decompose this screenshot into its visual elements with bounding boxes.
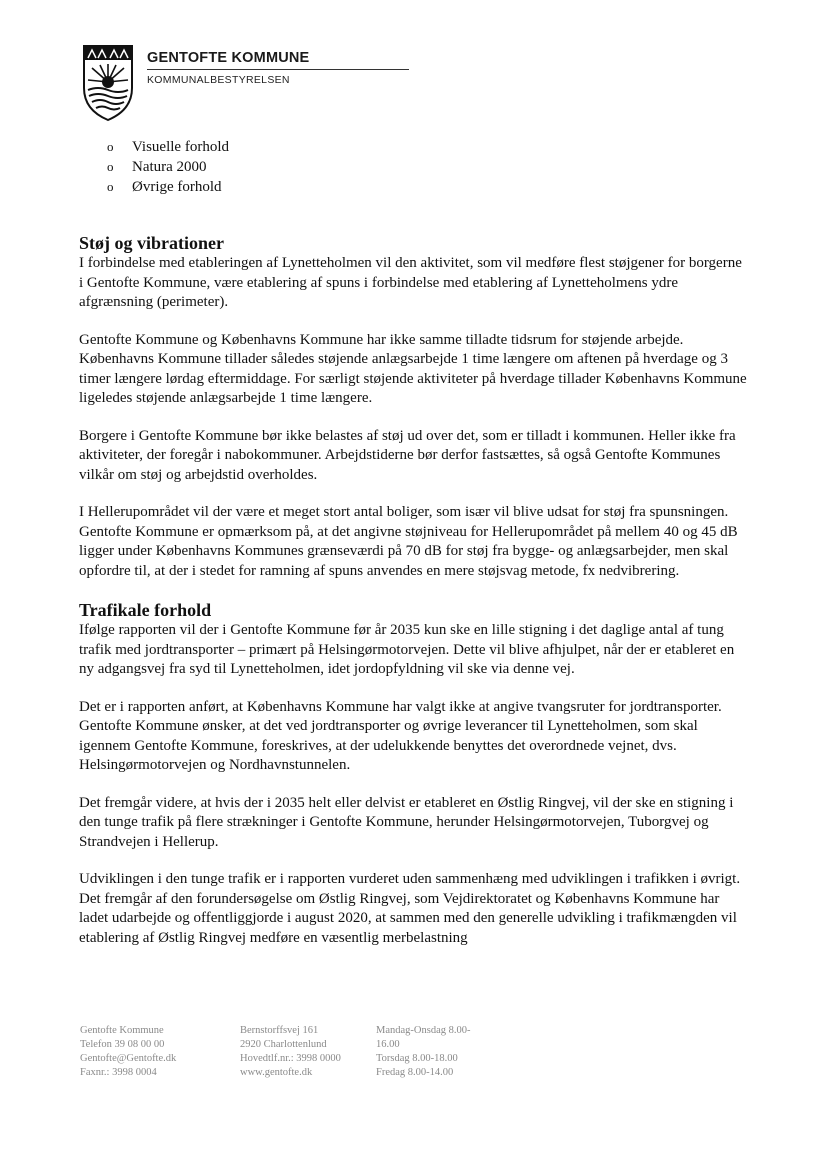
footer-line: 2920 Charlottenlund: [240, 1039, 327, 1050]
organization-subtitle: KOMMUNALBESTYRELSEN: [147, 74, 290, 86]
circle-bullet-icon: o: [107, 179, 114, 194]
letterhead: [82, 44, 342, 124]
footer-address-column: [240, 1024, 341, 1080]
paragraph: Det fremgår videre, at hvis der i 2035 helt eller delvist er etableret en Østlig Ringvej, vil der ske en stigning i den tunge trafik på flere strækninger i Gentofte Kommune, herunder Helsingørmotorvejen, Tuborgvej og Strandvejen i Hellerup.: [79, 794, 734, 850]
bullet-list: [107, 137, 229, 197]
list-item: [107, 157, 229, 177]
footer-line: Fredag 8.00-14.00: [376, 1067, 454, 1078]
footer-line: Telefon 39 08 00 00: [80, 1039, 165, 1050]
paragraph: I forbindelse med etableringen af Lynetteholmen vil den aktivitet, som vil medføre flest støjgener for borgerne i Gentofte Kommune, være etablering af spuns i forbindelse med etablering af Lynetteholmens ydre afgrænsning (perimeter).: [79, 255, 742, 310]
footer-contact-column: [80, 1024, 176, 1080]
circle-bullet-icon: o: [107, 159, 114, 174]
paragraph: Det er i rapporten anført, at Københavns Kommune har valgt ikke at angive tvangsruter for jordtransporter. Gentofte Kommune ønsker, at det ved jordtransporter og øvrige leverancer til Lynetteholmen, som skal igennem Gentofte Kommune, foreskrives, at der udelukkende benyttes det overordnede vejnet, dvs. Helsingørmotorvejen og Nordhavnstunnelen.: [79, 698, 722, 773]
footer-line: Gentofte@Gentofte.dk: [80, 1053, 177, 1064]
list-item-text: Visuelle forhold: [132, 139, 229, 155]
organization-name: GENTOFTE KOMMUNE: [147, 50, 310, 66]
list-item: [107, 137, 229, 157]
section-heading-traffic: Trafikale forhold: [79, 600, 212, 620]
footer-line: 16.00: [376, 1039, 400, 1050]
coat-of-arms-icon: [82, 44, 134, 122]
footer-line: Gentofte Kommune: [80, 1025, 164, 1036]
footer-line: Mandag-Onsdag 8.00-: [376, 1025, 471, 1036]
footer-line: www.gentofte.dk: [240, 1067, 313, 1078]
header-divider: [147, 69, 409, 70]
list-item: [107, 177, 229, 197]
footer-line: Torsdag 8.00-18.00: [376, 1053, 458, 1064]
paragraph: Ifølge rapporten vil der i Gentofte Kommune før år 2035 kun ske en lille stigning i det daglige antal af tung trafik med jordtransporter – primært på Helsingørmotorvejen. Dette vil blive afhjulpet, når der er etableret en ny adgangsvej fra syd til Lynetteholmen, idet jordopfyldning vil ske via denne vej.: [79, 622, 735, 677]
footer-line: Hovedtlf.nr.: 3998 0000: [240, 1053, 341, 1064]
paragraph: Borgere i Gentofte Kommune bør ikke belastes af støj ud over det, som er tilladt i kommunen. Heller ikke fra aktiviteter, der foregår i nabokommuner. Arbejdstiderne bør derfor fastsættes, så også Gentofte Kommunes vilkår om støj og arbejdstid overholdes.: [79, 427, 736, 483]
section-heading-noise: Støj og vibrationer: [79, 233, 224, 253]
paragraph: Gentofte Kommune og Københavns Kommune har ikke samme tilladte tidsrum for støjende arbejde. Københavns Kommune tillader således støjende anlægsarbejde 1 time længere om aftenen på hverdage og 3 timer længere lørdag eftermiddage. For særligt støjende aktiviteter på hverdage tillader Københavns Kommune ligeledes støjende anlægsarbejde 1 time længere.: [79, 331, 747, 406]
footer-line: Faxnr.: 3998 0004: [80, 1067, 157, 1078]
document-body: [79, 232, 749, 966]
paragraph: I Hellerupområdet vil der være et meget stort antal boliger, som især vil blive udsat for støj fra spunsningen. Gentofte Kommune er opmærksom på, at det angivne støjniveau for Hellerupområdet på mellem 40 og 45 dB ligger under Københavns Kommunes grænseværdi på 70 dB for støj fra bygge- og anlægsarbejder, men skal opfordre til, at der i stedet for ramning af spuns anvendes en mere støjsvag metode, fx nedvibrering.: [79, 504, 738, 579]
footer-line: Bernstorffsvej 161: [240, 1025, 319, 1036]
list-item-text: Øvrige forhold: [132, 179, 222, 195]
list-item-text: Natura 2000: [132, 159, 207, 175]
paragraph: Udviklingen i den tunge trafik er i rapporten vurderet uden sammenhæng med udviklingen i trafikken i øvrigt. Det fremgår af den forundersøgelse om Østlig Ringvej, som Vejdirektoratet og Københavns Kommune har ladet udarbejde og offentliggjorde i august 2020, at sammen med den generelle udvikling i trafikmængden vil etablering af Østlig Ringvej medføre en væsentlig merbelastning: [79, 871, 741, 946]
footer-hours-column: [376, 1024, 470, 1080]
circle-bullet-icon: o: [107, 139, 114, 154]
